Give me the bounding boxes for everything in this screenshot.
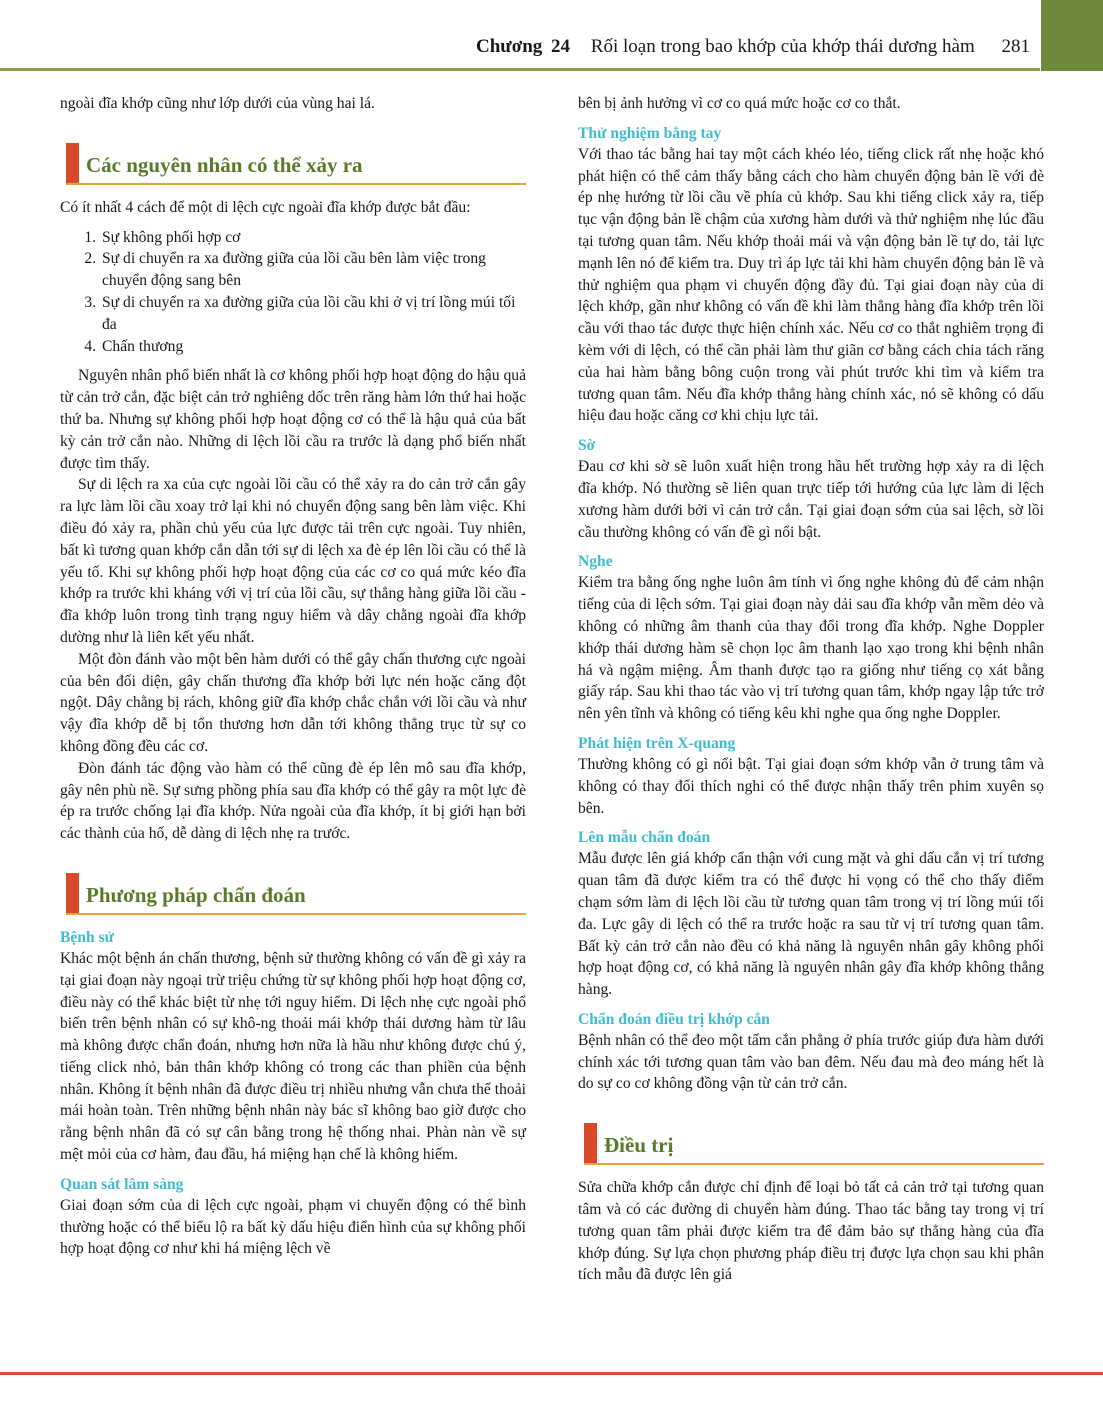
subheading: Nghe	[578, 553, 613, 571]
section-underline	[584, 1163, 1044, 1165]
paragraph: Kiểm tra bằng ống nghe luôn âm tính vì ống nghe không đủ để cảm nhận tiếng của di lệch sớm. Tại giai đoạn này dải sau đĩa khớp vẫn mềm dẻo và không có những âm thanh của thay đổi trong đĩa khớp. Nghe Doppler khớp thái dương hàm sẽ chọn lọc âm thanh lạo xạo trong khi bệnh nhân há và ngậm miệng. Âm thanh được tạo ra giống như tiếng cọ xát bằng giấy ráp. Sau khi thao tác vào vị trí tương quan tâm, khớp ngay lập tức trở nên yên tĩnh và không có tiếng kêu khi nghe qua ống nghe Doppler.	[578, 574, 1044, 723]
paragraph: Bệnh nhân có thể đeo một tấm cắn phẳng ở phía trước giúp đưa hàm dưới chính xác tới tương quan tâm vào ban đêm. Nếu đau mà đeo máng hết là do sự co cơ không đồng vận từ cản trở cắn.	[578, 1031, 1044, 1093]
section-title: Điều trị	[604, 1133, 674, 1158]
section-heading	[60, 873, 526, 913]
subheading: Quan sát lâm sàng	[60, 1175, 184, 1193]
chapter-number: 24	[551, 36, 571, 57]
subheading: Sờ	[578, 437, 596, 455]
section-marker	[584, 1123, 597, 1163]
paragraph: Khác một bệnh án chấn thương, bệnh sử thường không có vấn đề gì xảy ra tại giai đoạn này ngoại trừ triệu chứng từ sự không phối hợp hoạt động cơ, điều này có thể khác biệt từ nhẹ tới nguy hiểm. Di lệch nhẹ cực ngoài phổ biến trên bệnh nhân có sự khô-ng thoải mái khớp thái dương hàm từ lâu mà không được chẩn đoán, nhưng hơn nữa là hầu như không được chú ý, tiếng click nhỏ, bản thân khớp không có trong các than phiền của bệnh nhân. Không ít bệnh nhân đã được điều trị nhiều nhưng vẫn chưa thể thoải mái hoàn toàn. Trên những bệnh nhân này bác sĩ không bao giờ được cho rằng bệnh nhân đã có sự cân bằng trong hệ thống nhai. Phàn nàn về sự mệt mỏi của cơ hàm, đau đầu, há miệng hạn chế là không hiếm.	[60, 949, 526, 1164]
running-header	[380, 36, 1030, 58]
chapter-title: Rối loạn trong bao khớp của khớp thái dương hàm	[590, 36, 975, 57]
header-rule	[0, 68, 1040, 71]
list-item: 4. Chấn thương	[100, 336, 526, 358]
section-marker	[66, 873, 79, 913]
subheading: Thử nghiệm bằng tay	[578, 124, 722, 142]
subheading: Phát hiện trên X-quang	[578, 734, 736, 752]
paragraph: Sự di lệch ra xa của cực ngoài lồi cầu có thể xảy ra do cản trở cắn gây ra lực làm lồi cầu xoay trở lại khi nó chuyển động sang bên làm việc. Khi điều đó xảy ra, phần chủ yếu của lực được tải trên cực ngoài. Tuy nhiên, bất kì tương quan khớp cắn dẫn tới sự di lệch xa đè ép lên lồi cầu có thể là yếu tố. Khi sự không phối hợp hoạt động của các cơ co quá mức kéo đĩa khớp ra trước khi kháng với vị trí của lồi cầu, sự thẳng hàng giữa lồi cầu - đĩa khớp luôn trong tình trạng nguy hiểm và dây chằng ngoài đĩa khớp dường như là liên kết yếu nhất.	[60, 476, 526, 646]
section-title: Các nguyên nhân có thể xảy ra	[86, 152, 363, 177]
right-column	[578, 93, 1044, 1286]
section-heading	[578, 1123, 1044, 1163]
causes-list	[60, 227, 526, 358]
paragraph: bên bị ảnh hưởng vì cơ co quá mức hoặc cơ co thắt.	[578, 95, 901, 112]
paragraph: Một đòn đánh vào một bên hàm dưới có thể gây chấn thương cực ngoài của bên đối diện, gây chấn thương đĩa khớp bởi lực nén hoặc căng đột ngột. Dây chằng bị rách, không giữ đĩa khớp chắc chắn với lồi cầu và như vậy đĩa khớp dễ bị tổn thương hơn dẫn tới không thẳng trục từ sự co không đồng đều các cơ.	[60, 650, 526, 755]
chapter-label: Chương	[476, 36, 543, 57]
list-item: 3. Sự di chuyển ra xa đường giữa của lồi cầu khi ở vị trí lồng múi tối đa	[100, 292, 526, 336]
section-underline	[66, 183, 526, 185]
paragraph: Có ít nhất 4 cách để một di lệch cực ngoài đĩa khớp được bắt đầu:	[60, 198, 471, 216]
footer-rule	[0, 1372, 1103, 1375]
section-underline	[66, 913, 526, 915]
left-column	[60, 93, 526, 1260]
chapter-tab	[1041, 0, 1103, 71]
paragraph: Sửa chữa khớp cắn được chỉ định để loại bỏ tất cả cản trở tại tương quan tâm và có các đường di chuyển hàm đúng. Thao tác bằng tay trong vị trí tương quan tâm phải được kiểm tra để đảm bảo sự thẳng hàng của đĩa khớp đúng. Sự lựa chọn phương pháp điều trị được lựa chọn sau khi phân tích mẫu đã được lên giá	[578, 1179, 1044, 1284]
paragraph: ngoài đĩa khớp cũng như lớp dưới của vùng hai lá.	[60, 95, 375, 112]
section-heading	[60, 143, 526, 183]
paragraph: Đau cơ khi sờ sẽ luôn xuất hiện trong hầu hết trường hợp xảy ra di lệch đĩa khớp. Nó thường sẽ liên quan trực tiếp tới hướng của lực làm di lệch xương hàm dưới bởi vì cản trở cắn. Tại giai đoạn sớm của sai lệch, sờ lồi cầu thường không có vấn đề gì nổi bật.	[578, 458, 1044, 541]
paragraph: Nguyên nhân phổ biến nhất là cơ không phối hợp hoạt động do hậu quả từ cản trở cắn, đặc biệt cản trở nghiêng dốc trên răng hàm lớn thứ hai hoặc thứ ba. Nhưng sự không phối hợp hoạt động cơ có thể là hậu quả của bất kỳ cản trở cắn nào. Những di lệch lồi cầu ra trước là dạng phổ biến nhất được tìm thấy.	[60, 367, 526, 472]
list-item: 2. Sự di chuyển ra xa đường giữa của lồi cầu bên làm việc trong chuyển động sang bên	[100, 248, 526, 292]
paragraph: Mẫu được lên giá khớp cẩn thận với cung mặt và ghi dấu cắn vị trí tương quan tâm đã được kiểm tra có thể được hi vọng có thể cho thấy điểm chạm sớm làm di lệch lồi cầu từ tương quan tâm trong vị trí lồng múi tối đa. Lực gây di lệch có thể ra trước hoặc ra sau từ vị trí tương quan tâm. Bất kỳ cản trở cắn nào đều có khả năng là nguyên nhân gây không phối hợp hoạt động cơ, có khả năng là nguyên nhân gây đĩa khớp không thẳng hàng.	[578, 850, 1044, 999]
section-title: Phương pháp chẩn đoán	[86, 882, 306, 907]
paragraph: Giai đoạn sớm của di lệch cực ngoài, phạm vi chuyển động có thể bình thường hoặc có thể biểu lộ ra bất kỳ dấu hiệu điển hình của sự không phối hợp hoạt động cơ như khi há miệng lệch về	[60, 1196, 526, 1258]
list-item: 1. Sự không phối hợp cơ	[100, 227, 526, 249]
page-number: 281	[1001, 36, 1030, 57]
subheading: Lên mẫu chẩn đoán	[578, 829, 711, 847]
section-marker	[66, 143, 79, 183]
paragraph: Với thao tác bằng hai tay một cách khéo léo, tiếng click rất nhẹ hoặc khó phát hiện có thể cảm thấy bằng cách cho hàm chuyển động bản lề với đè ép nhẹ hướng từ lồi cầu về phía củ khớp. Sau khi tiếng click xảy ra, tiếp tục vận động bản lề chậm của xương hàm dưới và thử nghiệm nhẹ lúc đầu tại tương quan tâm. Nếu khớp thoải mái và vận động bản lề tự do, tải lực mạnh lên nó để kiểm tra. Duy trì áp lực tải khi hàm chuyển động bản lề và thử nghiệm qua phạm vi chuyển động đầy đủ. Tại giai đoạn này của di lệch khớp, gần như không có vấn đề khi làm thẳng hàng đĩa khớp trên lồi cầu với thao tác được thực hiện chính xác. Nếu cơ co thắt nghiêm trọng đi kèm với di lệch, có thể cần phải làm thư giãn cơ bằng cách chia tách răng của hai hàm bằng bông cuộn trong vài phút trước khi tìm và kiểm tra tương quan tâm. Nếu đĩa khớp thẳng hàng chính xác, nó sẽ không có dấu hiệu đau hoặc căng cơ khi chịu lực tải.	[578, 145, 1044, 425]
subheading: Bệnh sử	[60, 928, 114, 946]
paragraph: Thường không có gì nổi bật. Tại giai đoạn sớm khớp vẫn ở trung tâm và không có thay đổi thích nghi có thể được nhận thấy trên phim xuyên sọ bên.	[578, 755, 1044, 817]
subheading: Chẩn đoán điều trị khớp cắn	[578, 1010, 770, 1028]
paragraph: Đòn đánh tác động vào hàm có thể cũng đè ép lên mô sau đĩa khớp, gây nên phù nề. Sự sưng phồng phía sau đĩa khớp có thể gây ra một lực đè ép ra trước chống lại đĩa khớp. Nửa ngoài của đĩa khớp, ít bị giới hạn bởi các thành của hố, dễ dàng di lệch nhẹ ra trước.	[60, 759, 526, 843]
